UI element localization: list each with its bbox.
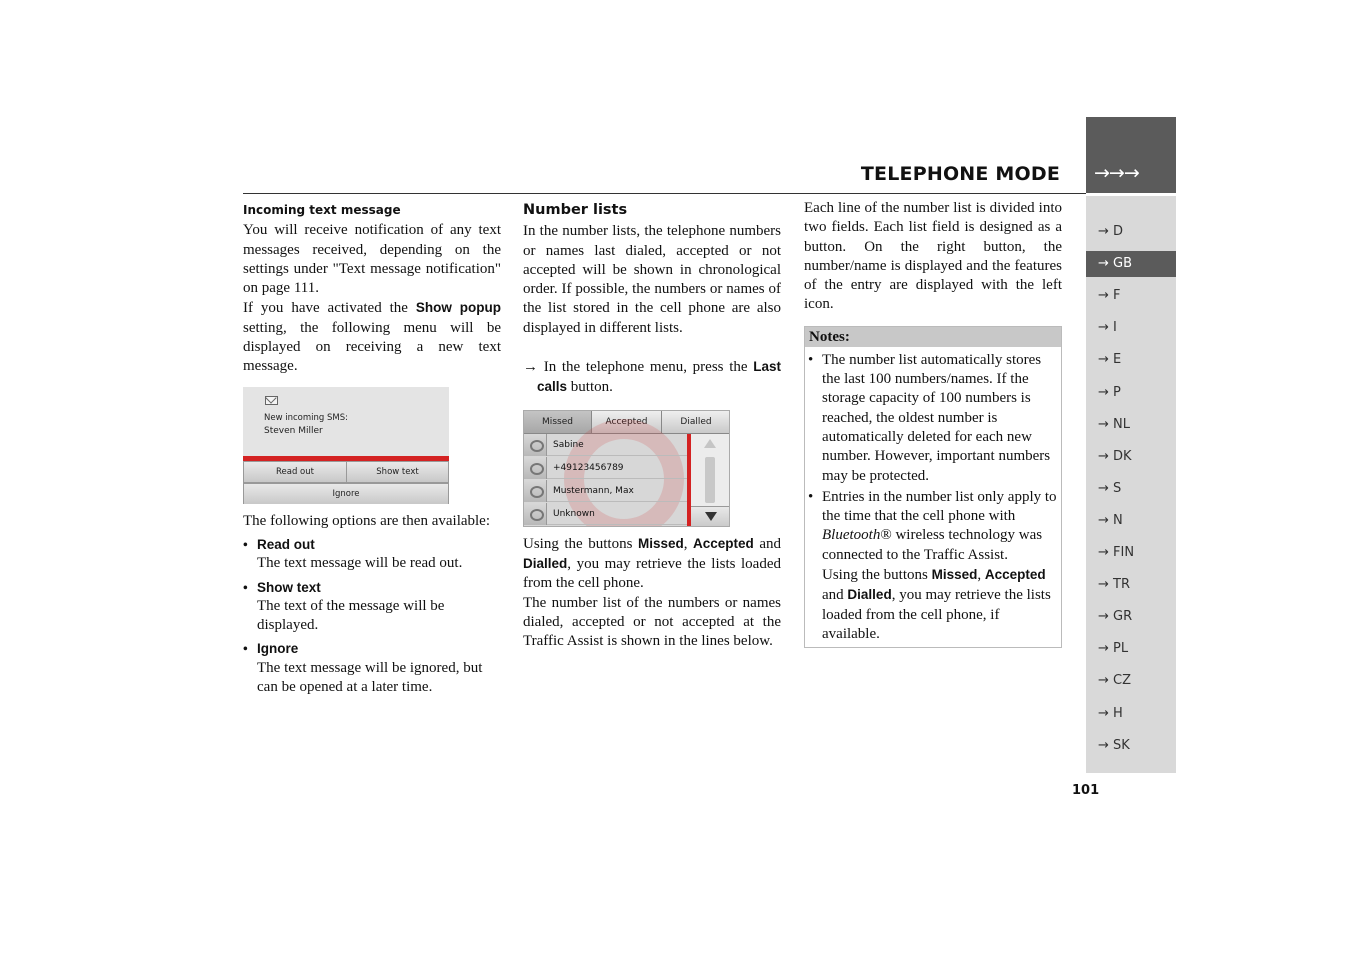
section-title: TELEPHONE MODE — [860, 163, 1060, 185]
language-link-f[interactable]: → F — [1098, 288, 1121, 304]
tab-missed[interactable]: Missed — [524, 411, 592, 434]
note-2: • Entries in the number list only apply to the time that the cell phone with Bluetooth® wireless technology was connected to the Traffic Assist. Using the buttons Missed, Accepted and Dialled, you may retrieve the lists loaded from the cell phone, if available. — [808, 488, 1057, 644]
notes-list — [805, 347, 1061, 647]
option-ignore: • Ignore — [243, 639, 501, 658]
ignore-button[interactable]: Ignore — [243, 483, 449, 504]
option-read-out-desc: The text message will be read out. — [257, 555, 463, 572]
tab-arrows-icon: →→→ — [1094, 162, 1139, 184]
language-link-h[interactable]: → H — [1098, 705, 1123, 721]
paragraph-list-fields: Each line of the number list is divided into two fields. Each list field is designed as a button. On the right button, the number/name is displayed and the features of the entry are displayed with the left icon. — [804, 200, 1062, 313]
language-link-i[interactable]: → I — [1098, 320, 1117, 336]
paragraph-show-popup: If you have activated the Show popup setting, the following menu will be displayed on receiving a new text message. — [243, 300, 502, 375]
list-item[interactable]: Unknown — [524, 503, 687, 525]
option-show-text: • Show text — [243, 578, 501, 597]
list-item[interactable]: +49123456789 — [524, 457, 687, 479]
heading-incoming-text-message: Incoming text message — [243, 203, 401, 217]
language-link-dk[interactable]: → DK — [1098, 448, 1132, 464]
notes-box — [804, 326, 1062, 648]
scroll-up-icon[interactable] — [704, 439, 716, 448]
call-status-icon[interactable] — [524, 503, 547, 525]
list-item[interactable]: Mustermann, Max — [524, 480, 687, 502]
language-link-n[interactable]: → N — [1098, 512, 1123, 528]
paragraph-notification: You will receive notification of any text messages received, depending on the settings under "Text message notification" on page 111. — [243, 222, 501, 297]
language-link-sk[interactable]: → SK — [1098, 737, 1130, 753]
call-status-icon[interactable] — [524, 457, 547, 479]
language-link-gr[interactable]: → GR — [1098, 609, 1133, 625]
call-status-icon[interactable] — [524, 480, 547, 502]
call-status-icon[interactable] — [524, 434, 547, 456]
paragraph-using-buttons: Using the buttons Missed, Accepted and Dialled, you may retrieve the lists loaded from the cell phone. — [523, 535, 782, 592]
scroll-thumb[interactable] — [705, 457, 715, 503]
column-2 — [523, 201, 781, 651]
sms-sender: Steven Miller — [264, 425, 323, 436]
tab-accepted[interactable]: Accepted — [592, 411, 662, 434]
language-link-e[interactable]: → E — [1098, 352, 1122, 368]
scroll-down-icon[interactable] — [705, 512, 717, 521]
tab-dialled[interactable]: Dialled — [662, 411, 730, 434]
read-out-button[interactable]: Read out — [243, 461, 347, 483]
header-rule — [243, 193, 1086, 194]
page-number: 101 — [1072, 783, 1100, 798]
language-link-pl[interactable]: → PL — [1098, 641, 1129, 657]
options-list — [243, 535, 501, 697]
step-last-calls: → In the telephone menu, press the Last calls button. — [523, 359, 781, 396]
paragraph-number-lists: In the number lists, the telephone numbers or names last dialed, accepted or not accepted will be shown in chronological order. If possible, the numbers or names of the list stored in the cell phone are also displayed in different lists. — [523, 223, 781, 336]
option-ignore-desc: The text message will be ignored, but can be opened at a later time. — [257, 659, 483, 696]
list-item[interactable]: Sabine — [524, 434, 687, 456]
paragraph-number-list-lines: The number list of the numbers or names dialed, accepted or not accepted at the Traffic Assist is shown in the lines below. — [523, 594, 781, 650]
language-link-nl[interactable]: → NL — [1098, 416, 1130, 432]
sms-title: New incoming SMS: — [264, 412, 348, 423]
envelope-icon — [265, 396, 278, 405]
language-link-tr[interactable]: → TR — [1098, 577, 1130, 593]
language-link-cz[interactable]: → CZ — [1098, 673, 1132, 689]
heading-number-lists: Number lists — [523, 202, 628, 218]
options-intro: The following options are then available: — [243, 512, 491, 529]
language-link-fin[interactable]: → FIN — [1098, 545, 1135, 560]
number-list-screenshot — [523, 410, 730, 527]
note-1: • The number list automatically stores the last 100 numbers/names. If the storage capacity of 100 numbers is reached, the oldest number is automatically deleted for each new number. However, important numbers may be protected. — [808, 351, 1057, 486]
column-3 — [804, 199, 1062, 648]
option-show-text-desc: The text of the message will be displayed. — [257, 597, 445, 634]
notes-title: Notes: — [805, 327, 1061, 347]
language-link-s[interactable]: → S — [1098, 480, 1122, 496]
language-link-gb[interactable]: → GB — [1086, 251, 1176, 277]
option-read-out: • Read out — [243, 535, 501, 554]
language-link-p[interactable]: → P — [1098, 384, 1121, 400]
show-text-button[interactable]: Show text — [346, 461, 449, 483]
language-link-d[interactable]: → D — [1098, 224, 1124, 239]
column-1 — [243, 201, 501, 697]
sms-popup-screenshot — [243, 387, 449, 504]
